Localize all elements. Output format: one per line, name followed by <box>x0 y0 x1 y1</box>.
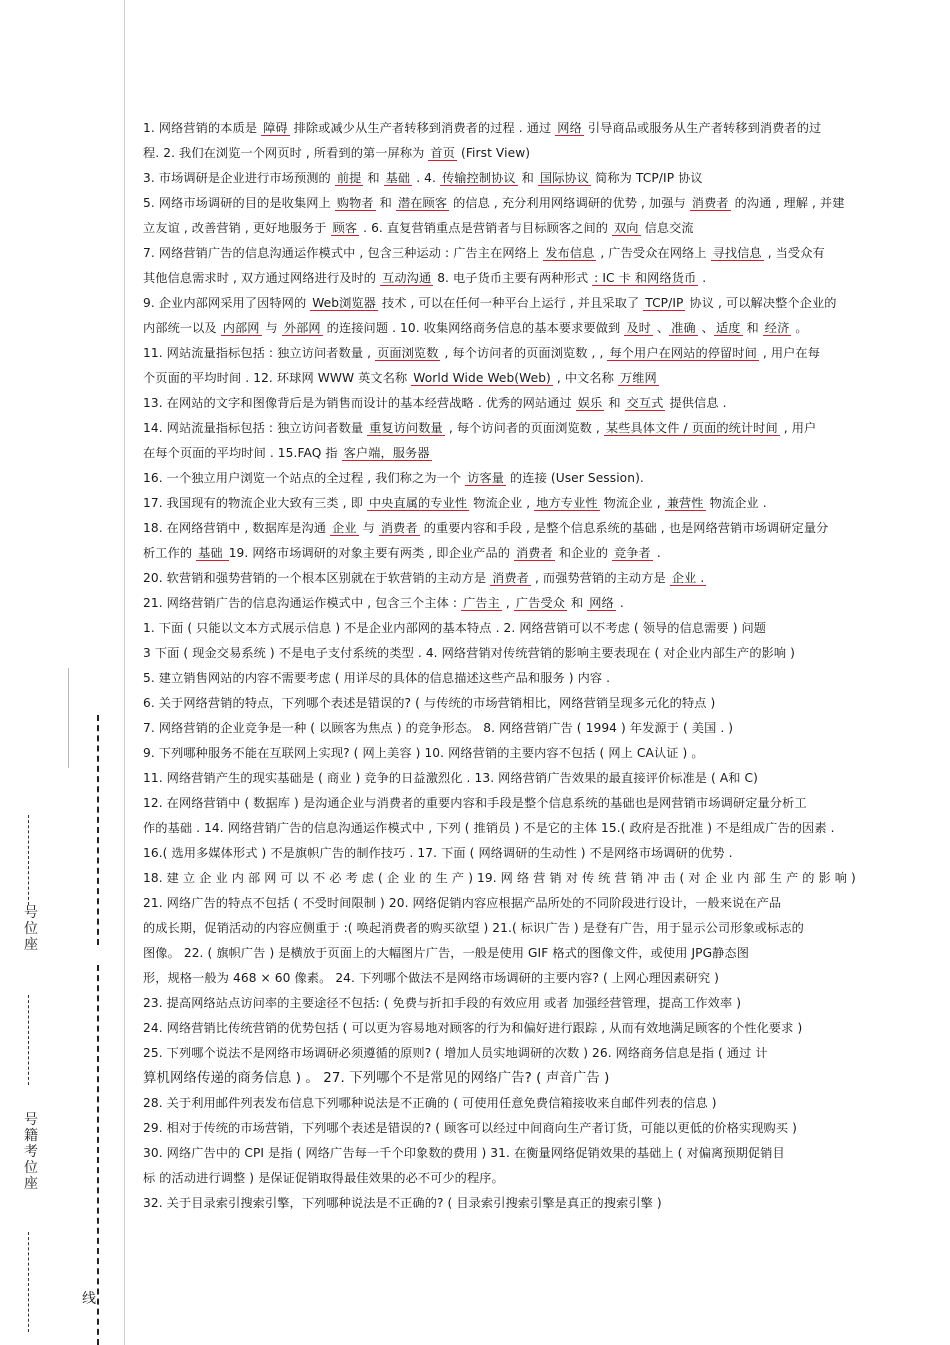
line-text: , 用户在每 <box>758 346 820 360</box>
underlined-answer: 消费者 <box>492 571 529 585</box>
seat-number-blank-1 <box>28 815 35 905</box>
text-line <box>143 241 908 266</box>
text-line <box>143 1066 908 1091</box>
line-text: . <box>652 546 661 560</box>
underlined-answer: 每个用户在网站的停留时间 <box>609 346 757 360</box>
line-text: 排除或减少从生产者转移到消费者的过程 . 通过 <box>289 121 556 135</box>
line-text: 的沟通 , 理解 , 并建 <box>730 196 845 210</box>
line-text: 9. 下列哪种服务不能在互联网上实现? ( 网上美容 ) 10. 网络营销的主要内容不包括 ( 网上 CA认证 ) 。 <box>143 746 704 760</box>
line-text: . <box>615 596 624 610</box>
line-text: 13. 在网站的文字和图像背后是为销售而设计的基本经营战略 . 优秀的网站通过 <box>143 396 576 410</box>
underlined-answer: : IC 卡 和网络货币 <box>594 271 697 285</box>
text-line <box>143 266 908 291</box>
line-text: . 6. 直复营销重点是营销者与目标顾客之间的 <box>359 221 613 235</box>
line-text: 16. 一个独立用户浏览一个站点的全过程 , 我们称之为一个 <box>143 471 466 485</box>
line-text: 析工作的 <box>143 546 197 560</box>
text-line <box>143 891 908 916</box>
line-text: 提供信息 . <box>665 396 727 410</box>
underlined-answer: 双向 <box>614 221 639 235</box>
line-text: 标 的活动进行调整 ) 是保证促销取得最佳效果的必不可少的程序。 <box>143 1171 504 1185</box>
underlined-answer: 竞争者 <box>613 546 651 560</box>
underlined-answer: 互动沟通 <box>382 271 432 285</box>
line-text: 和 <box>517 171 538 185</box>
text-line <box>143 691 908 716</box>
text-line <box>143 541 908 566</box>
text-line <box>143 916 908 941</box>
line-text: , 当受众有 <box>763 246 825 260</box>
text-line <box>143 291 908 316</box>
text-line <box>143 366 908 391</box>
line-text: 程. 2. 我们在浏览一个网页时 , 所看到的第一屏称为 <box>143 146 429 160</box>
line-text: 算机网络传递的商务信息 ) 。 27. 下列哪个不是常见的网络广告? ( 声音广告 ) <box>143 1071 610 1086</box>
line-text: 个页面的平均时间 . 12. 环球网 WWW 英文名称 <box>143 371 412 385</box>
line-text: , 用户 <box>779 421 817 435</box>
line-text: 29. 相对于传统的市场营销，下列哪个表述是错误的? ( 顾客可以经过中间商向生产者订货，可能以更低的价格实现购买 ) <box>143 1121 797 1135</box>
underlined-answer: TCP/IP <box>645 296 684 310</box>
text-line <box>143 1166 908 1191</box>
text-line <box>143 941 908 966</box>
underlined-answer: 寻找信息 <box>712 246 762 260</box>
line-text: 6. 关于网络营销的特点，下列哪个表述是错误的? ( 与传统的市场营销相比，网络营销呈现多元化的特点 ) <box>143 696 716 710</box>
text-line <box>143 666 908 691</box>
underlined-answer: 国际协议 <box>539 171 590 185</box>
underlined-answer: 地方专业性 <box>536 496 598 510</box>
line-text: . <box>698 271 707 285</box>
text-line <box>143 866 908 891</box>
line-text: 16.( 选用多媒体形式 ) 不是旗帜广告的制作技巧 . 17. 下面 ( 网络调研的生动性 ) 不是网络市场调研的优势 . <box>143 846 733 860</box>
text-line <box>143 166 908 191</box>
underlined-answer: 内部网 <box>222 321 260 335</box>
text-line <box>143 116 908 141</box>
line-text: 、 <box>652 321 670 335</box>
line-text: 其他信息需求时 , 双方通过网络进行及时的 <box>143 271 381 285</box>
line-text: 信息交流 <box>640 221 694 235</box>
line-text: (First View) <box>456 146 531 160</box>
text-line <box>143 616 908 641</box>
text-line <box>143 516 908 541</box>
text-line <box>143 466 908 491</box>
line-text: 的重要内容和手段 , 是整个信息系统的基础 , 也是网络营销市场调研定量分 <box>419 521 829 535</box>
line-text: 21. 网络广告的特点不包括 ( 不受时间限制 ) 20. 网络促销内容应根据产品所处的不同阶段进行设计，一般来说在产品 <box>143 896 782 910</box>
underlined-answer: 企业 <box>332 521 357 535</box>
seat-number-blank-3 <box>28 1232 35 1332</box>
underlined-answer: 消费者 <box>516 546 553 560</box>
line-text: 物流企业 , <box>599 496 665 510</box>
line-text: 作的基础 . 14. 网络营销广告的信息沟通运作模式中 , 下列 ( 推销员 ) 不是它的主体 15.( 政府是否批准 ) 不是组成广告的因素 . <box>143 821 835 835</box>
underlined-answer: 外部网 <box>283 321 321 335</box>
line-text: 1. 下面 ( 只能以文本方式展示信息 ) 不是企业内部网的基本特点 . 2. 网络营销可以不考虑 ( 领导的信息需要 ) 问题 <box>143 621 767 635</box>
underlined-answer: 交互式 <box>626 396 664 410</box>
line-text: 17. 我国现有的物流企业大致有三类 , 即 <box>143 496 367 510</box>
text-line <box>143 591 908 616</box>
underlined-answer: 网络 <box>589 596 614 610</box>
text-line <box>143 566 908 591</box>
line-text: 内部统一以及 <box>143 321 221 335</box>
text-line <box>143 1041 908 1066</box>
underlined-answer: 广告受众 <box>515 596 566 610</box>
underlined-answer: 娱乐 <box>577 396 603 410</box>
text-line <box>143 641 908 666</box>
line-text: , 中文名称 <box>552 371 618 385</box>
line-text: 和 <box>375 196 396 210</box>
line-text: , 而强势营销的主动方是 <box>530 571 670 585</box>
underlined-answer: 某些具体文件 / 页面的统计时间 <box>605 421 778 435</box>
underlined-answer: 页面浏览数 <box>377 346 439 360</box>
line-text: 5. 建立销售网站的内容不需要考虑 ( 用详尽的具体的信息描述这些产品和服务 ) 内容 . <box>143 671 611 685</box>
underlined-answer: 潜在顾客 <box>397 196 448 210</box>
document-body <box>143 116 908 1216</box>
underlined-answer: 重复访问数量 <box>369 421 443 435</box>
line-text: 和企业的 <box>554 546 612 560</box>
text-line <box>143 1141 908 1166</box>
line-text: 28. 关于利用邮件列表发布信息下列哪种说法是不正确的 ( 可使用任意免费信箱接收来自邮件列表的信息 ) <box>143 1096 717 1110</box>
binding-margin-box <box>10 668 69 768</box>
text-line <box>143 216 908 241</box>
seat-number-label: 号位座 <box>24 905 38 953</box>
line-text: 简称为 TCP/IP 协议 <box>591 171 703 185</box>
underlined-answer: 万维网 <box>619 371 657 385</box>
line-text: 3. 市场调研是企业进行市场预测的 <box>143 171 335 185</box>
line-text: 的连接 (User Session). <box>506 471 644 485</box>
line-text: 19. 网络市场调研的对象主要有两类 , 即企业产品的 <box>228 546 514 560</box>
text-line <box>143 716 908 741</box>
line-text: 8. 电子货币主要有两种形式 <box>433 271 593 285</box>
underlined-answer: 前提 <box>336 171 362 185</box>
line-text: 和 <box>742 321 763 335</box>
text-line <box>143 1191 908 1216</box>
line-text: 5. 网络市场调研的目的是收集网上 <box>143 196 335 210</box>
text-line <box>143 991 908 1016</box>
underlined-answer: 准确 <box>671 321 696 335</box>
line-text: 与 <box>261 321 282 335</box>
text-line <box>143 1116 908 1141</box>
line-text: 。 <box>791 321 808 335</box>
seat-number-blank-2 <box>28 995 35 1085</box>
text-line <box>143 316 908 341</box>
text-line <box>143 741 908 766</box>
underlined-answer: 广告主 <box>463 596 500 610</box>
underlined-answer: 顾客 <box>332 221 358 235</box>
text-line <box>143 491 908 516</box>
text-line <box>143 441 908 466</box>
line-text: 25. 下列哪个说法不是网络市场调研必须遵循的原则? ( 增加人员实地调研的次数 ) 26. 网络商务信息是指 ( 通过 计 <box>143 1046 768 1060</box>
line-text: 12. 在网络营销中 ( 数据库 ) 是沟通企业与消费者的重要内容和手段是整个信息系统的基础也是网营销市场调研定量分析工 <box>143 796 807 810</box>
line-text: 18. 建 立 企 业 内 部 网 可 以 不 必 考 虑 ( 企 业 的 生 产 ) 19. 网 络 营 销 对 传 统 营 销 冲 击 ( 对 企 业 内 部 生 产 的 影 响 ) <box>143 871 856 885</box>
line-text: 和 <box>363 171 384 185</box>
line-text: 图像。 22. ( 旗帜广告 ) 是横放于页面上的大幅图片广告，一般是使用 GIF 格式的图像文件，或使用 JPG静态图 <box>143 946 750 960</box>
underlined-answer: 网络 <box>557 121 582 135</box>
text-line <box>143 391 908 416</box>
line-text: 和 <box>604 396 625 410</box>
text-line <box>143 766 908 791</box>
underlined-answer: World Wide Web(Web) <box>413 371 551 385</box>
line-text: 协议 , 可以解决整个企业的 <box>685 296 837 310</box>
underlined-answer: 兼营性 <box>666 496 704 510</box>
line-text: , 广告受众在网络上 <box>596 246 711 260</box>
exam-seat-label: 号籍考位座 <box>24 1112 38 1192</box>
line-text: 11. 网络营销产生的现实基础是 ( 商业 ) 竞争的日益激烈化 . 13. 网络营销广告效果的最直接评价标准是 ( A和 C) <box>143 771 759 785</box>
line-text: 23. 提高网络站点访问率的主要途径不包括: ( 免费与折扣手段的有效应用 或者 加强经营管理，提高工作效率 ) <box>143 996 742 1010</box>
line-text: 7. 网络营销广告的信息沟通运作模式中 , 包含三种运动 : 广告主在网络上 <box>143 246 544 260</box>
line-text: 立友谊 , 改善营销 , 更好地服务于 <box>143 221 331 235</box>
cut-line-upper <box>97 715 99 945</box>
underlined-answer: 消费者 <box>380 521 418 535</box>
underlined-answer: 及时 <box>626 321 651 335</box>
cut-line-label: 线 <box>82 1291 96 1307</box>
underlined-answer: 访客量 <box>467 471 505 485</box>
line-text: 20. 软营销和强势营销的一个根本区别就在于软营销的主动方是 <box>143 571 491 585</box>
line-text: 的成长期，促销活动的内容应侧重于 :( 唤起消费者的购买欲望 ) 21.( 标识广告 ) 是登有广告，用于显示公司形象或标志的 <box>143 921 804 935</box>
text-line <box>143 1091 908 1116</box>
line-text: . 4. <box>412 171 440 185</box>
line-text: 、 <box>697 321 714 335</box>
line-text: 18. 在网络营销中 , 数据库是沟通 <box>143 521 331 535</box>
line-text: 14. 网站流量指标包括 : 独立访问者数量 <box>143 421 368 435</box>
line-text: 3 下面 ( 现金交易系统 ) 不是电子支付系统的类型 . 4. 网络营销对传统营销的影响主要表现在 ( 对企业内部生产的影响 ) <box>143 646 796 660</box>
text-line <box>143 841 908 866</box>
underlined-answer: 企业 . <box>671 571 705 585</box>
line-text: 24. 网络营销比传统营销的优势包括 ( 可以更为容易地对顾客的行为和偏好进行跟踪 , 从而有效地满足顾客的个性化要求 ) <box>143 1021 803 1035</box>
underlined-answer: 发布信息 <box>545 246 595 260</box>
text-line <box>143 191 908 216</box>
line-text: 形，规格一般为 468 × 60 像素。 24. 下列哪个做法不是网络市场调研的主要内容? ( 上网心理因素研究 ) <box>143 971 719 985</box>
underlined-answer: 传输控制协议 <box>441 171 516 185</box>
text-line <box>143 816 908 841</box>
underlined-answer: 基础 <box>198 546 227 560</box>
line-text: 21. 网络营销广告的信息沟通运作模式中 , 包含三个主体 : <box>143 596 462 610</box>
line-text: 引导商品或服务从生产者转移到消费者的过 <box>583 121 822 135</box>
text-line <box>143 966 908 991</box>
text-line <box>143 1016 908 1041</box>
line-text: , 每个访问者的页面浏览数 , <box>444 421 604 435</box>
line-text: 与 <box>358 521 379 535</box>
underlined-answer: 经济 <box>764 321 790 335</box>
line-text: 和 <box>567 596 588 610</box>
line-text: 的信息 , 充分利用网络调研的优势 , 加强与 <box>449 196 690 210</box>
underlined-answer: 首页 <box>430 146 455 160</box>
line-text: 的连接问题 . 10. 收集网络商务信息的基本要求要做到 <box>322 321 625 335</box>
line-text: 11. 网站流量指标包括 : 独立访问者数量 , <box>143 346 376 360</box>
line-text: 物流企业 , <box>469 496 535 510</box>
line-text: 物流企业 . <box>705 496 767 510</box>
line-text: 7. 网络营销的企业竞争是一种 ( 以顾客为焦点 ) 的竞争形态。 8. 网络营销广告 ( 1994 ) 年发源于 ( 美国 . ) <box>143 721 734 735</box>
line-text: 在每个页面的平均时间 . 15.FAQ 指 <box>143 446 342 460</box>
line-text: 30. 网络广告中的 CPI 是指 ( 网络广告每一千个印象数的费用 ) 31. 在衡量网络促销效果的基础上 ( 对偏离预期促销目 <box>143 1146 785 1160</box>
text-line <box>143 791 908 816</box>
text-line <box>143 141 908 166</box>
line-text: 1. 网络营销的本质是 <box>143 121 262 135</box>
cut-line-lower <box>97 965 99 1345</box>
text-line <box>143 341 908 366</box>
text-line <box>143 416 908 441</box>
line-text: , 每个访问者的页面浏览数 , , <box>440 346 608 360</box>
underlined-answer: Web浏览器 <box>312 296 376 310</box>
underlined-answer: 消费者 <box>691 196 729 210</box>
underlined-answer: 客户端，服务器 <box>343 446 430 460</box>
underlined-answer: 适度 <box>715 321 741 335</box>
underlined-answer: 中央直属的专业性 <box>368 496 468 510</box>
line-text: , <box>501 596 514 610</box>
underlined-answer: 障碍 <box>263 121 288 135</box>
underlined-answer: 基础 <box>385 171 411 185</box>
line-text: 9. 企业内部网采用了因特网的 <box>143 296 311 310</box>
underlined-answer: 购物者 <box>336 196 374 210</box>
margin-rule <box>124 0 125 1345</box>
line-text: 32. 关于目录索引搜索引擎，下列哪种说法是不正确的? ( 目录索引搜索引擎是真正的搜索引擎 ) <box>143 1196 662 1210</box>
line-text: 技术 , 可以在任何一种平台上运行 , 并且采取了 <box>377 296 644 310</box>
